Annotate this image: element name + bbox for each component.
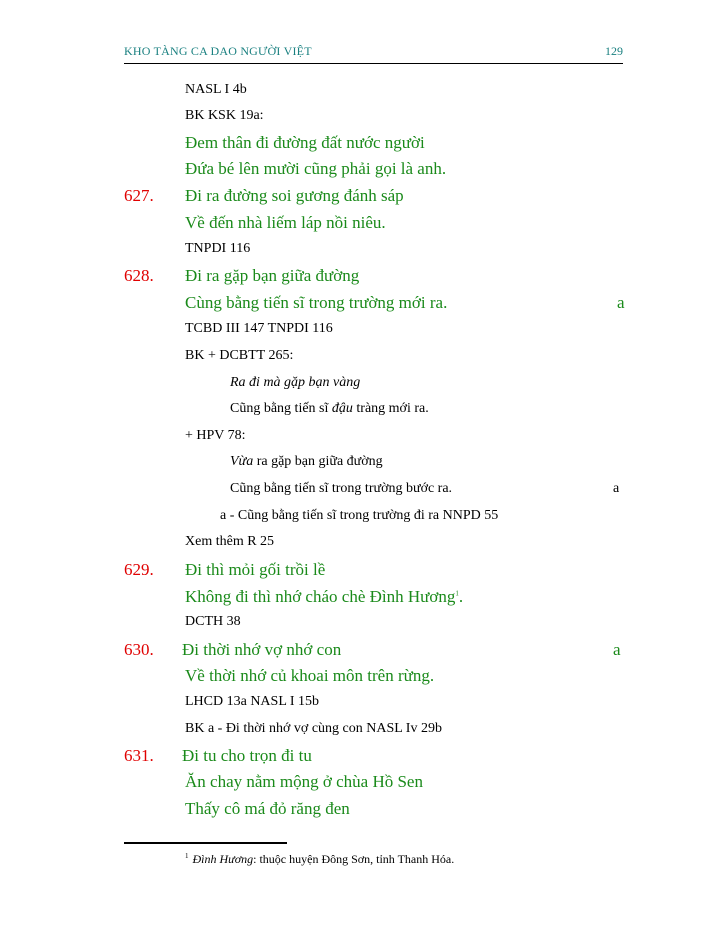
entry-number: 630. [124,640,154,659]
verse-line: Về thời nhớ củ khoai môn trên rừng. [185,666,435,685]
source-ref: BK + DCBTT 265: [185,348,294,363]
footnote-marker: 1 [455,589,459,598]
variant-line: a - Cũng bằng tiến sĩ trong trường đi ra NNPD 55 [220,508,499,523]
entry-number: 627. [124,186,154,205]
verse-line: Thấy cô má đỏ răng đen [185,799,350,818]
variant-marker: a [613,481,620,496]
verse-line: Đi thời nhớ vợ nhớ con [182,640,342,659]
source-ref: Xem thêm R 25 [185,534,275,549]
variant-line: Vừa ra gặp bạn giữa đường [230,454,383,469]
source-ref: NASL I 4b [185,82,247,97]
verse-line: Đem thân đi đường đất nước người [185,133,425,152]
source-ref: TCBD III 147 TNPDI 116 [185,321,333,336]
source-ref: BK a - Đi thời nhớ vợ cùng con NASL Iv 29b [185,721,442,736]
verse-line: Ăn chay nằm mộng ở chùa Hồ Sen [185,772,423,791]
variant-line: Cũng bằng tiến sĩ trong trường bước ra. [230,481,453,496]
book-title: KHO TÀNG CA DAO NGƯỜI VIỆT [124,44,312,58]
source-ref: DCTH 38 [185,614,241,629]
entry-number: 631. [124,746,154,765]
verse-line: Đi ra đường soi gương đánh sáp [185,186,404,205]
footnote [185,852,454,867]
variant-line: Cũng bằng tiến sĩ đậu tràng mới ra. [230,401,429,416]
running-header [124,44,623,64]
header-rule [124,63,623,64]
footnote-rule [124,842,287,844]
entry-number: 629. [124,560,154,579]
verse-line: Không đi thì nhớ cháo chè Đình Hương$^1$. [185,587,464,606]
verse-line: Đi tu cho trọn đi tu [182,746,312,765]
source-ref: BK KSK 19a: [185,108,264,123]
source-ref: LHCD 13a NASL I 15b [185,694,320,709]
variant-line: Ra đi mà gặp bạn vàng [230,375,361,390]
footnote-text: : thuộc huyện Đông Sơn, tỉnh Thanh Hóa. [253,852,455,866]
verse-line: Đi ra gặp bạn giữa đường [185,266,360,285]
footnote-term: Đình Hương [192,852,254,866]
verse-line: Đi thì mỏi gối trồi lề [185,560,326,579]
footnote-number: 1 [185,852,189,860]
source-ref: TNPDI 116 [185,241,251,256]
verse-line: Đứa bé lên mười cũng phải gọi là anh. [185,159,447,178]
verse-line: Về đến nhà liếm láp nồi niêu. [185,213,386,232]
variant-marker: a [613,640,621,659]
verse-line: Cùng bằng tiến sĩ trong trường mới ra. [185,293,448,312]
variant-marker: a [617,293,625,312]
page-number: 129 [605,44,623,58]
entry-number: 628. [124,266,154,285]
source-ref: + HPV 78: [185,428,246,443]
